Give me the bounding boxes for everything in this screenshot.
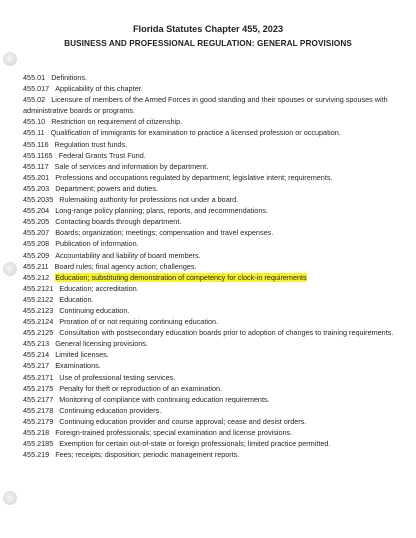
section-title: Publication of information. <box>55 239 139 249</box>
section-number: 455.10 <box>23 117 46 127</box>
section-entry <box>23 316 405 327</box>
section-title: Exemption for certain out-of-state or foreign professionals; limited practice permitted. <box>59 439 331 449</box>
section-number: 455.2123 <box>23 305 54 315</box>
section-number: 455.2178 <box>23 405 54 415</box>
section-title: Department; powers and duties. <box>55 183 158 193</box>
section-number: 455.02 <box>23 95 46 105</box>
section-entry <box>23 183 405 194</box>
section-title: Long-range policy planning; plans, reports, and recommendations. <box>55 206 269 216</box>
section-number: 455.212 <box>23 272 50 282</box>
section-number: 455.2035 <box>23 195 54 205</box>
section-number: 455.217 <box>23 361 50 371</box>
section-entry <box>23 205 405 216</box>
section-title: Examinations. <box>55 361 101 371</box>
section-number: 455.1165 <box>23 150 53 160</box>
section-title: Fees; receipts; disposition; periodic management reports. <box>55 450 240 460</box>
section-number: 455.203 <box>23 183 50 193</box>
section-entry <box>23 416 405 427</box>
section-number: 455.116 <box>23 139 49 149</box>
section-number: 455.11 <box>23 128 45 138</box>
section-title: Sale of services and information by department. <box>54 161 209 171</box>
section-title: Federal Grants Trust Fund. <box>58 150 146 160</box>
section-title: Limited licenses. <box>55 350 109 360</box>
section-title: Continuing education provider and course approval; cease and desist orders. <box>59 416 307 426</box>
section-list <box>23 72 405 460</box>
section-entry <box>23 438 405 449</box>
section-title: Consultation with postsecondary education boards prior to adoption of changes to training requirements. <box>59 328 394 338</box>
section-number: 455.218 <box>23 428 50 437</box>
section-entry <box>23 294 405 305</box>
section-entry <box>23 283 405 294</box>
section-entry <box>23 372 405 383</box>
section-entry <box>23 216 405 227</box>
section-entry <box>23 116 405 127</box>
section-title: Education; accreditation. <box>59 283 139 293</box>
section-entry <box>23 161 405 172</box>
section-number: 455.211 <box>23 261 49 271</box>
section-number: 455.2175 <box>23 383 54 393</box>
section-entry <box>23 150 405 161</box>
section-entry <box>23 172 405 183</box>
section-title: Proration of or not requiring continuing education. <box>59 317 219 327</box>
section-entry <box>23 227 405 238</box>
section-entry <box>23 360 405 371</box>
section-entry <box>23 427 405 438</box>
section-title: Professions and occupations regulated by department; legislative intent; requirements. <box>55 172 333 182</box>
section-entry <box>23 261 405 272</box>
section-entry <box>23 83 405 94</box>
section-number: 455.2124 <box>23 317 54 327</box>
section-title: Qualification of immigrants for examination to practice a licensed profession or occupation. <box>50 128 341 138</box>
section-number: 455.117 <box>23 161 49 171</box>
punch-hole <box>3 262 17 276</box>
section-entry <box>23 449 405 460</box>
section-entry <box>23 272 405 283</box>
section-entry <box>23 194 405 205</box>
section-entry <box>23 349 405 360</box>
section-title: Licensure of members of the Armed Forces in good standing and their spouses or surviving spouses with administrative boards or programs. <box>23 95 388 116</box>
section-title: General licensing provisions. <box>55 339 148 349</box>
punch-hole <box>3 491 17 505</box>
section-entry <box>23 94 405 116</box>
section-entry <box>23 127 405 138</box>
section-title: Use of professional testing services. <box>59 372 176 382</box>
section-entry <box>23 327 405 338</box>
section-number: 455.213 <box>23 339 50 349</box>
section-number: 455.2171 <box>23 372 54 382</box>
section-entry <box>23 305 405 316</box>
section-number: 455.201 <box>23 172 50 182</box>
section-entry <box>23 338 405 349</box>
section-title: Foreign-trained professionals; special examination and license provisions. <box>55 428 293 437</box>
section-title: Regulation trust funds. <box>54 139 128 149</box>
section-title: Contacting boards through department. <box>55 217 182 227</box>
document-title: Florida Statutes Chapter 455, 2023 <box>132 24 284 34</box>
section-number: 455.214 <box>23 350 50 360</box>
section-number: 455.2177 <box>23 394 54 404</box>
section-number: 455.2179 <box>23 416 54 426</box>
section-number: 455.209 <box>23 250 50 260</box>
section-title: Continuing education. <box>59 305 130 315</box>
section-number: 455.2121 <box>23 283 54 293</box>
section-title: Restriction on requirement of citizenship. <box>51 117 183 127</box>
section-number: 455.204 <box>23 206 50 216</box>
section-number: 455.2185 <box>23 439 54 449</box>
section-number: 455.2122 <box>23 294 54 304</box>
section-entry <box>23 238 405 249</box>
section-entry <box>23 72 405 83</box>
section-number: 455.01 <box>23 73 46 82</box>
section-title: Continuing education providers. <box>59 405 162 415</box>
section-title: Penalty for theft or reproduction of an examination. <box>59 383 223 393</box>
punch-hole <box>3 52 17 66</box>
section-title: Definitions. <box>51 73 88 82</box>
highlighted-section-title: Education; substituting demonstration of competency for clock-in requirements <box>55 272 307 282</box>
document-subtitle: BUSINESS AND PROFESSIONAL REGULATION: GENERAL PROVISIONS <box>64 39 352 48</box>
section-entry <box>23 139 405 150</box>
section-title: Education. <box>59 294 94 304</box>
section-number: 455.017 <box>23 84 50 94</box>
section-title: Accountability and liability of board members. <box>55 250 201 260</box>
section-number: 455.219 <box>23 450 50 460</box>
section-title: Boards; organization; meetings; compensation and travel expenses. <box>55 228 274 238</box>
section-number: 455.2125 <box>23 328 54 338</box>
section-number: 455.208 <box>23 239 50 249</box>
section-entry <box>23 383 405 394</box>
section-title: Rulemaking authority for professions not under a board. <box>59 195 239 205</box>
section-title: Applicability of this chapter. <box>55 84 143 94</box>
section-number: 455.207 <box>23 228 50 238</box>
section-title: Board rules; final agency action; challenges. <box>54 261 197 271</box>
section-title: Monitoring of compliance with continuing education requirements. <box>59 394 270 404</box>
section-entry <box>23 250 405 261</box>
section-number: 455.205 <box>23 217 50 227</box>
section-entry <box>23 405 405 416</box>
section-entry <box>23 394 405 405</box>
